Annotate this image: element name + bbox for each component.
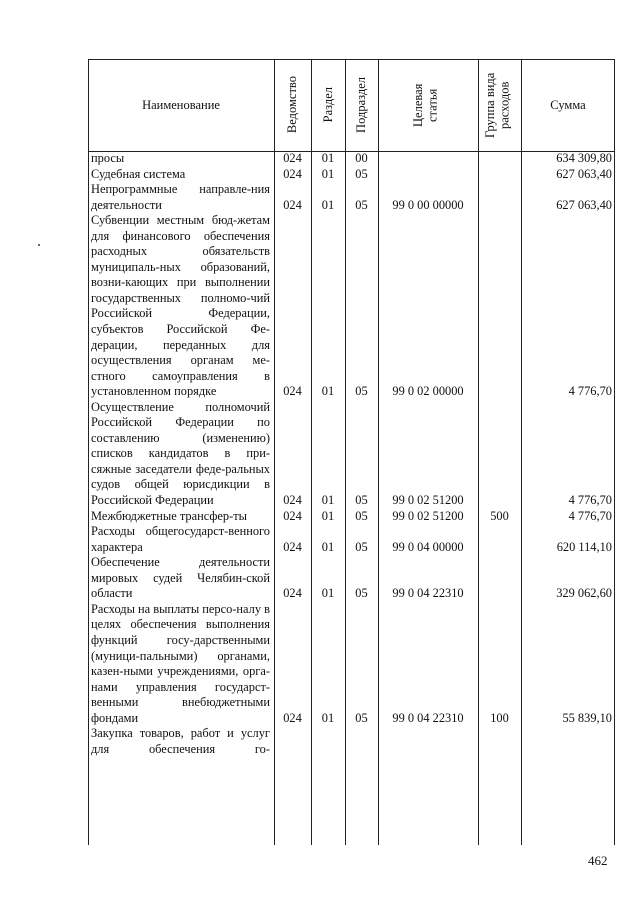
row-celevaya — [378, 151, 478, 167]
scan-speck — [38, 244, 40, 246]
row-gruppa — [478, 167, 521, 183]
row-celevaya: 99 0 02 00000 — [392, 384, 464, 399]
row-gruppa — [478, 726, 521, 757]
budget-table — [88, 59, 615, 845]
row-summa: 4 776,70 — [568, 508, 612, 523]
row-razdel: 01 — [321, 151, 335, 165]
header-name-text: Наименование — [142, 97, 220, 112]
header-celevaya — [378, 59, 478, 151]
row-gruppa — [478, 213, 521, 400]
row-gruppa — [478, 524, 521, 555]
row-gruppa: 100 — [490, 710, 509, 725]
row-vedomstvo: 024 — [283, 710, 302, 725]
table-row — [88, 151, 615, 167]
row-vedomstvo: 024 — [283, 197, 302, 212]
row-gruppa — [478, 182, 521, 213]
header-summa-text: Сумма — [550, 97, 586, 112]
row-vedomstvo: 024 — [283, 539, 302, 554]
row-gruppa: 500 — [490, 508, 509, 523]
row-summa: 620 114,10 — [556, 539, 612, 554]
table-body — [88, 151, 615, 757]
header-celevaya-text: Целевая статья — [411, 83, 440, 127]
row-name: Непрограммные направле-ния деятельности — [91, 182, 270, 212]
row-podrazdel: 00 — [355, 151, 368, 165]
header-gruppa-text: Группа вида расходов — [482, 72, 511, 138]
row-razdel: 01 — [321, 710, 335, 725]
row-razdel: 01 — [321, 197, 335, 212]
row-summa: 55 839,10 — [562, 710, 612, 725]
row-summa: 4 776,70 — [568, 493, 612, 508]
row-podrazdel — [345, 726, 378, 757]
row-podrazdel: 05 — [355, 710, 368, 725]
row-vedomstvo: 024 — [283, 384, 302, 399]
row-razdel — [311, 726, 345, 757]
row-podrazdel: 05 — [355, 493, 368, 508]
row-vedomstvo: 024 — [283, 151, 302, 165]
row-razdel: 01 — [321, 508, 335, 523]
row-celevaya: 99 0 02 51200 — [392, 493, 464, 508]
row-celevaya: 99 0 04 22310 — [392, 710, 464, 725]
page-number: 462 — [588, 853, 608, 868]
header-podrazdel — [345, 59, 378, 151]
header-vedomstvo — [274, 59, 311, 151]
table-row — [88, 524, 615, 555]
row-summa — [521, 726, 615, 757]
table-row — [88, 602, 615, 726]
row-name: Судебная система — [91, 166, 186, 181]
header-razdel-text: Раздел — [320, 87, 335, 123]
row-podrazdel: 05 — [355, 586, 368, 601]
row-razdel: 01 — [321, 493, 335, 508]
row-name: Закупка товаров, работ и услуг для обеспечения го- — [91, 726, 270, 756]
header-name — [88, 59, 274, 151]
table-row — [88, 509, 615, 525]
row-celevaya: 99 0 04 00000 — [392, 539, 464, 554]
header-summa — [521, 59, 615, 151]
row-name: Расходы на выплаты персо-налу в целях обеспечения выполнения функций госу-дарственными (муници-пальными) органами, казен-ными учреждениями, орга-нами управления государст-венными внебюджетными фондами — [91, 601, 270, 725]
row-name: Осуществление полномочий Российской Федерации по составлению (изменению) списков кандидатов в при-сяжные заседатели феде-ральных судов общей юрисдикции в Российской Федерации — [91, 399, 270, 508]
row-summa: 4 776,70 — [568, 384, 612, 399]
row-podrazdel: 05 — [355, 384, 368, 399]
table-row — [88, 213, 615, 400]
header-vedomstvo-text: Ведомство — [285, 76, 300, 134]
row-podrazdel: 05 — [355, 508, 368, 523]
row-celevaya: 99 0 04 22310 — [392, 586, 464, 601]
row-gruppa — [478, 555, 521, 602]
row-summa: 329 062,60 — [556, 586, 612, 601]
row-razdel: 01 — [321, 384, 335, 399]
table-row — [88, 555, 615, 602]
row-podrazdel: 05 — [355, 539, 368, 554]
row-razdel: 01 — [321, 166, 335, 181]
row-vedomstvo — [274, 726, 311, 757]
header-gruppa — [478, 59, 521, 151]
header-razdel — [311, 59, 345, 151]
row-vedomstvo: 024 — [283, 586, 302, 601]
row-vedomstvo: 024 — [283, 508, 302, 523]
row-razdel: 01 — [321, 586, 335, 601]
row-celevaya: 99 0 02 51200 — [392, 508, 464, 523]
row-gruppa — [478, 400, 521, 509]
row-name: Расходы общегосударст-венного характера — [91, 524, 270, 554]
row-summa: 627 063,40 — [556, 197, 612, 212]
row-podrazdel: 05 — [355, 197, 368, 212]
row-summa: 627 063,40 — [556, 166, 612, 181]
table-row — [88, 167, 615, 183]
row-vedomstvo: 024 — [283, 493, 302, 508]
row-name: просы — [91, 151, 125, 165]
row-celevaya — [378, 167, 478, 183]
row-name: Обеспечение деятельности мировых судей Челябин-ской области — [91, 555, 270, 601]
row-celevaya — [378, 726, 478, 757]
row-summa: 634 309,80 — [556, 151, 612, 165]
table-row — [88, 726, 615, 757]
table-row — [88, 182, 615, 213]
row-celevaya: 99 0 00 00000 — [392, 197, 464, 212]
row-vedomstvo: 024 — [283, 166, 302, 181]
row-gruppa — [478, 151, 521, 167]
row-podrazdel: 05 — [355, 166, 368, 181]
header-podrazdel-text: Подраздел — [354, 77, 369, 133]
table-row — [88, 400, 615, 509]
row-name: Межбюджетные трансфер-ты — [91, 508, 247, 523]
row-name: Субвенции местным бюд-жетам для финансового обеспечения расходных обязательств муниципаль-ных образований, возни-кающих при выполнении государственных полномо-чий Российской Федерации, субъектов Российской Фе-дерации, переданных для осуществления органам ме-стного самоуправления в установленном порядке — [91, 213, 270, 399]
row-razdel: 01 — [321, 539, 335, 554]
